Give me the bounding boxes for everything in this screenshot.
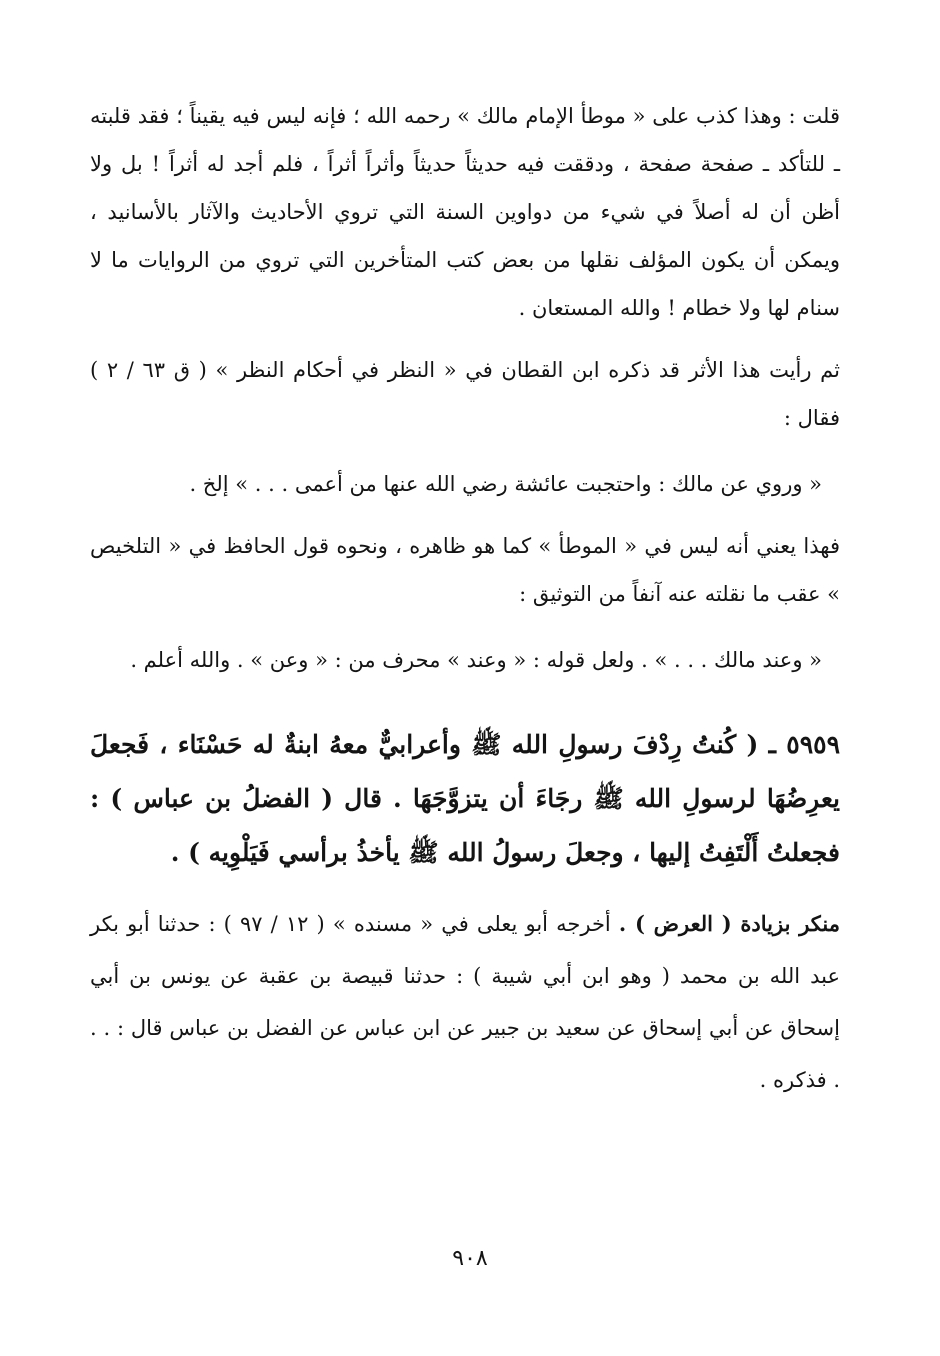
paragraph-author-comment: قلت : وهذا كذب على « موطأ الإمام مالك » رحمه الله ؛ فإنه ليس فيه يقيناً ؛ فقد قلبته ـ للتأكد ـ صفحة صفحة ، ودققت فيه حديثاً حديثاً وأثراً أثراً ، فلم أجد له أثراً ! بل ولا أظن أن له أصلاً في شيء من دواوين السنة التي تروي الأحاديث والآثار بالأسانيد ، ويمكن أن يكون المؤلف نقلها من بعض كتب المتأخرين التي تروي من الروايات ما لا سنام لها ولا خطام ! والله المستعان . xyxy=(90,104,840,320)
takhrij-verdict: منكر بزيادة ( العرض ) . xyxy=(618,911,840,936)
quote-malik: « وروي عن مالك : واحتجبت عائشة رضي الله عنها من أعمى . . . » إلخ . xyxy=(189,472,822,496)
page-body xyxy=(90,92,840,1106)
page-number: ٩٠٨ xyxy=(452,1246,488,1271)
takhrij-paragraph xyxy=(90,898,840,1106)
hadith-text: ٥٩٥٩ ـ ( كُنتُ رِدْفَ رسولِ الله ﷺ وأعرابيٌّ معهُ ابنةٌ له حَسْنَاء ، فَجعلَ يعرِضُهَا لرسولِ الله ﷺ رجَاءَ أن يتزوَّجَهَا . قال ( الفضلُ بن عباس ) : فجعلتُ أَلْتَفِتُ إليها ، وجعلَ رسولُ الله ﷺ يأخذُ برأسي فَيَلْوِيه ) . xyxy=(90,730,840,867)
paragraph-ibn-qattan: ثم رأيت هذا الأثر قد ذكره ابن القطان في « النظر في أحكام النظر » ( ق ٦٣ / ٢ ) فقال : xyxy=(90,358,840,430)
takhrij-text: أخرجه أبو يعلى في « مسنده » ( ١٢ / ٩٧ ) : حدثنا أبو بكر عبد الله بن محمد ( وهو ابن أبي شيبة ) : حدثنا قبيصة بن عقبة عن يونس بن أبي إسحاق عن أبي إسحاق عن سعيد بن جبير عن ابن عباس عن الفضل بن عباس قال : . . . فذكره . xyxy=(90,912,840,1092)
paragraph-talkhis: فهذا يعني أنه ليس في « الموطأ » كما هو ظاهره ، ونحوه قول الحافظ في « التلخيص » عقب ما نقلته عنه آنفاً من التوثيق : xyxy=(90,534,840,606)
quote-wa-inda-malik: « وعند مالك . . . » . ولعل قوله : « وعند » محرف من : « وعن » . والله أعلم . xyxy=(130,648,822,672)
